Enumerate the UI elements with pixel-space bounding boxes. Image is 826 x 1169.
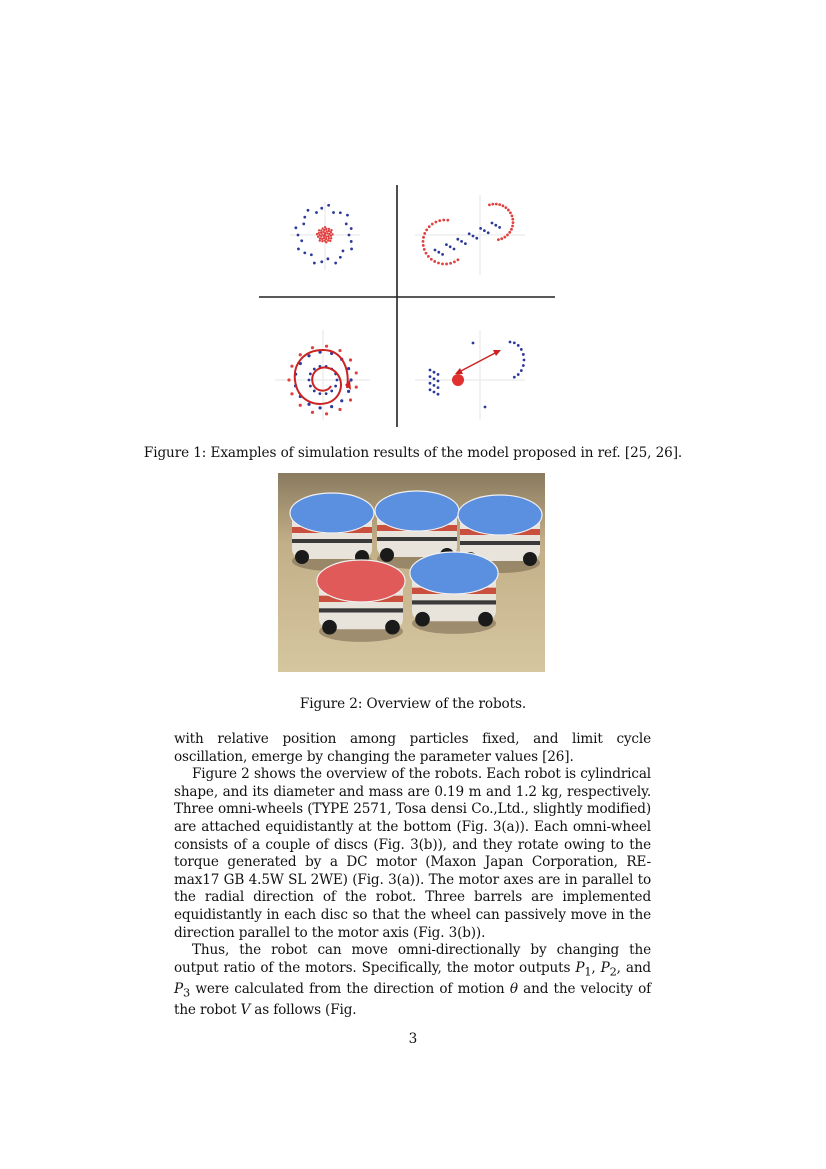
particle bbox=[315, 211, 318, 214]
particle bbox=[511, 218, 514, 221]
particle bbox=[512, 221, 515, 224]
particle bbox=[429, 369, 432, 372]
particle bbox=[328, 230, 330, 232]
particle bbox=[483, 229, 486, 232]
particle bbox=[495, 203, 498, 206]
particle bbox=[320, 260, 323, 263]
particle bbox=[507, 209, 510, 212]
particle bbox=[303, 216, 306, 219]
particle bbox=[290, 365, 293, 368]
particle bbox=[437, 393, 440, 396]
paragraph: Thus, the robot can move omni-directionally by changing the output ratio of the motors. Specifically, the motor outputs $P_1$, $P_2$, and $P_3$ were calculated from the direction of motion θ and the velocity of the robot V as follows (Fig. bbox=[174, 942, 651, 1019]
particle bbox=[338, 349, 341, 352]
particle bbox=[445, 263, 448, 266]
particle bbox=[522, 353, 525, 356]
particle bbox=[445, 243, 448, 246]
particle bbox=[429, 388, 432, 391]
particle bbox=[345, 222, 348, 225]
particle bbox=[313, 262, 316, 265]
particle bbox=[311, 346, 314, 349]
particle bbox=[433, 391, 436, 394]
page-number: 3 bbox=[408, 1031, 418, 1047]
particle bbox=[303, 252, 306, 255]
particle bbox=[431, 223, 434, 226]
paragraph: Figure 2 shows the overview of the robots. Each robot is cylindrical shape, and its diameter and mass are 0.19 m and 1.2 kg, respectively. Three omni-wheels (TYPE 2571, Tosa densi Co.,Ltd., slightly modified) are attached equidistantly at the bottom (Fig. 3(a)). Each omni-wheel consists of a couple of discs (Fig. 3(b)), and they rotate owing to the torque generated by a DC motor (Maxon Japan Corporation, RE-max17 GB 4.5W SL 2WE) (Fig. 3(a)). The motor axes are in parallel to the radial direction of the robot. Three barrels are implemented equidistantly in each disc so that the wheel can passively move in the direction parallel to the motor axis (Fig. 3(b)). bbox=[174, 766, 651, 941]
particle bbox=[350, 248, 353, 251]
particle bbox=[429, 375, 432, 378]
particle bbox=[506, 234, 509, 237]
particle bbox=[302, 222, 305, 225]
particle bbox=[513, 376, 516, 379]
particle bbox=[318, 229, 320, 231]
robot-top-disc bbox=[290, 493, 374, 533]
particle bbox=[330, 390, 333, 393]
particle bbox=[520, 348, 523, 351]
particle bbox=[460, 240, 463, 243]
particle bbox=[330, 229, 332, 231]
particle bbox=[355, 385, 358, 388]
particle bbox=[441, 262, 444, 265]
particle bbox=[498, 203, 501, 206]
particle bbox=[328, 228, 330, 230]
particle bbox=[429, 382, 432, 385]
particle bbox=[513, 341, 516, 344]
particle bbox=[334, 262, 337, 265]
particle bbox=[517, 373, 520, 376]
particle bbox=[503, 236, 506, 239]
particle bbox=[437, 373, 440, 376]
particle bbox=[446, 219, 449, 222]
particle bbox=[517, 344, 520, 347]
particle bbox=[339, 256, 342, 259]
particle bbox=[307, 209, 310, 212]
wheel bbox=[523, 552, 537, 566]
particle bbox=[331, 233, 333, 235]
particle bbox=[428, 225, 431, 228]
particle bbox=[350, 240, 353, 243]
particle bbox=[320, 229, 322, 231]
particle bbox=[484, 406, 487, 409]
particle bbox=[509, 211, 512, 214]
particle bbox=[449, 262, 452, 265]
particle bbox=[491, 203, 494, 206]
particle bbox=[433, 377, 436, 380]
particle bbox=[479, 227, 482, 230]
particle bbox=[456, 238, 459, 241]
particle bbox=[330, 405, 333, 408]
particle bbox=[504, 206, 507, 209]
wheel bbox=[295, 550, 309, 564]
particle bbox=[425, 252, 428, 255]
particle bbox=[472, 235, 475, 238]
robot-top-disc bbox=[375, 491, 459, 531]
particle bbox=[319, 239, 321, 241]
particle bbox=[307, 403, 310, 406]
particle bbox=[321, 238, 323, 240]
particle bbox=[309, 373, 312, 376]
particle bbox=[347, 390, 350, 393]
particle bbox=[310, 253, 313, 256]
robot-top-disc bbox=[458, 495, 542, 535]
particle bbox=[325, 241, 327, 243]
particle bbox=[441, 253, 444, 256]
particle bbox=[319, 237, 321, 239]
spiral-arrow bbox=[295, 350, 348, 404]
paragraph: with relative position among particles fixed, and limit cycle oscillation, emerge by changing the parameter values [26]. bbox=[174, 731, 651, 765]
particle bbox=[433, 371, 436, 374]
particle bbox=[346, 214, 349, 217]
particle bbox=[336, 379, 339, 382]
particle bbox=[433, 384, 436, 387]
particle bbox=[328, 237, 330, 239]
particle bbox=[457, 258, 460, 261]
particle bbox=[332, 211, 335, 214]
particle bbox=[321, 227, 323, 229]
particle bbox=[430, 258, 433, 261]
particle bbox=[488, 203, 491, 206]
particle bbox=[437, 380, 440, 383]
particle bbox=[475, 237, 478, 240]
figure-2-robots-photo bbox=[278, 473, 545, 672]
particle bbox=[327, 235, 329, 237]
particle bbox=[320, 207, 323, 210]
particle bbox=[511, 214, 514, 217]
particle bbox=[522, 364, 525, 367]
particle bbox=[299, 353, 302, 356]
particle bbox=[325, 345, 328, 348]
particle bbox=[350, 227, 353, 230]
body-text bbox=[174, 731, 651, 1020]
particle bbox=[313, 390, 316, 393]
particle bbox=[349, 358, 352, 361]
particle bbox=[309, 385, 312, 388]
motion-arrow bbox=[459, 352, 497, 372]
particle bbox=[320, 232, 322, 234]
wheel bbox=[322, 620, 337, 635]
particle bbox=[294, 226, 297, 229]
particle bbox=[491, 222, 494, 225]
particle bbox=[338, 408, 341, 411]
particle bbox=[523, 359, 526, 362]
particle bbox=[326, 230, 328, 232]
particle bbox=[437, 262, 440, 265]
particle bbox=[520, 369, 523, 372]
red-cluster bbox=[452, 374, 464, 386]
particle bbox=[287, 378, 290, 381]
particle bbox=[316, 233, 318, 235]
particle bbox=[300, 239, 303, 242]
particle bbox=[311, 411, 314, 414]
particle bbox=[427, 255, 430, 258]
particle bbox=[297, 234, 300, 237]
wheel bbox=[415, 612, 430, 627]
particle bbox=[497, 238, 500, 241]
particle bbox=[325, 392, 328, 395]
particle bbox=[510, 228, 513, 231]
particle bbox=[422, 240, 425, 243]
particle bbox=[468, 232, 471, 235]
particle bbox=[425, 228, 428, 231]
particle bbox=[329, 240, 331, 242]
particle bbox=[339, 211, 342, 214]
particle bbox=[422, 236, 425, 239]
particle bbox=[508, 231, 511, 234]
robot-top-disc bbox=[317, 560, 405, 602]
particle bbox=[324, 226, 326, 228]
particle bbox=[325, 412, 328, 415]
particle bbox=[326, 232, 328, 234]
particle bbox=[487, 231, 490, 234]
particle bbox=[449, 245, 452, 248]
particle bbox=[422, 244, 425, 247]
particle bbox=[355, 371, 358, 374]
particle bbox=[340, 399, 343, 402]
particle bbox=[334, 385, 337, 388]
particle bbox=[498, 226, 501, 229]
particle bbox=[423, 232, 426, 235]
particle bbox=[464, 242, 467, 245]
robot-top-disc bbox=[410, 552, 498, 594]
particle bbox=[321, 240, 323, 242]
particle bbox=[290, 392, 293, 395]
particle bbox=[308, 379, 311, 382]
particle bbox=[453, 248, 456, 251]
particle bbox=[423, 248, 426, 251]
particle bbox=[317, 236, 319, 238]
particle bbox=[318, 406, 321, 409]
particle bbox=[494, 224, 497, 227]
particle bbox=[325, 236, 327, 238]
particle bbox=[327, 204, 330, 207]
particle bbox=[453, 260, 456, 263]
figure-1-caption: Figure 1: Examples of simulation results of the model proposed in ref. [25, 26]. bbox=[143, 445, 683, 461]
particle bbox=[434, 249, 437, 252]
particle bbox=[297, 248, 300, 251]
particle bbox=[472, 342, 475, 345]
particle bbox=[318, 392, 321, 395]
particle bbox=[500, 237, 503, 240]
particle bbox=[509, 341, 512, 344]
figure-2-caption: Figure 2: Overview of the robots. bbox=[299, 696, 527, 712]
particle bbox=[330, 237, 332, 239]
particle bbox=[437, 251, 440, 254]
particle bbox=[434, 221, 437, 224]
particle bbox=[433, 260, 436, 263]
particle bbox=[299, 404, 302, 407]
particle bbox=[326, 257, 329, 260]
particle bbox=[437, 386, 440, 389]
wheel bbox=[478, 612, 493, 627]
particle bbox=[327, 239, 329, 241]
particle bbox=[442, 219, 445, 222]
particle bbox=[330, 231, 332, 233]
particle bbox=[501, 204, 504, 207]
particle bbox=[438, 219, 441, 222]
particle bbox=[342, 250, 345, 253]
wheel bbox=[385, 620, 400, 635]
particle bbox=[511, 225, 514, 228]
particle bbox=[349, 398, 352, 401]
figure-1-simulation-panels bbox=[255, 180, 560, 430]
wheel bbox=[380, 548, 394, 562]
particle bbox=[348, 234, 351, 237]
